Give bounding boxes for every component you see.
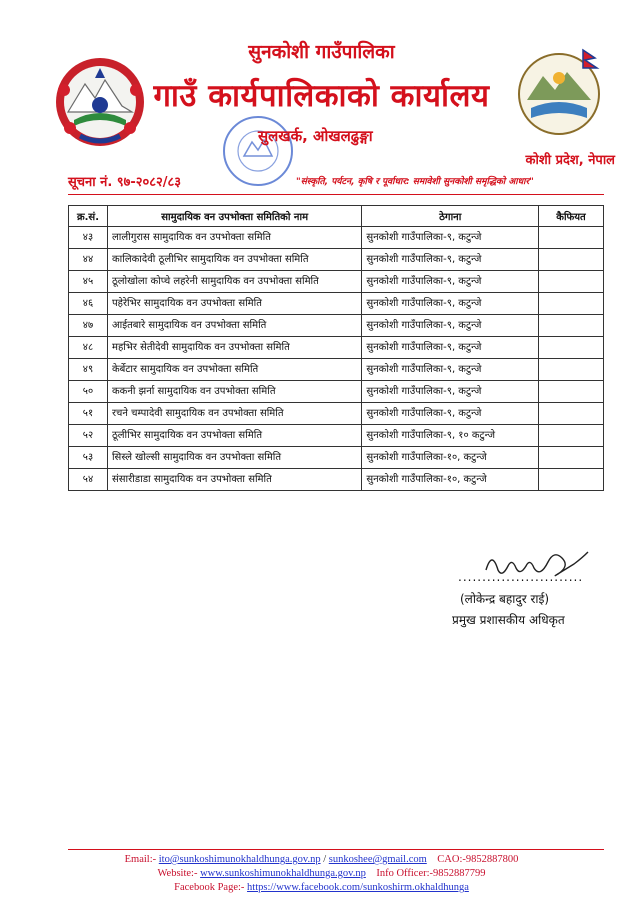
header-remarks: कैफियत [539,206,604,227]
website-link[interactable]: www.sunkoshimunokhaldhunga.gov.np [200,868,366,879]
cell-address: सुनकोशी गाउँपालिका-९, कटुन्जे [362,271,539,293]
officer-title: प्रमुख प्रशासकीय अधिकृत [452,613,565,627]
table-row [69,403,604,425]
footer-divider [68,849,604,850]
province-label: कोशी प्रदेश, नेपाल [525,153,615,168]
email-separator: / [320,854,329,865]
facebook-link[interactable]: https://www.facebook.com/sunkoshirm.okhaldhunga [247,882,469,893]
cell-committee-name: आईतबारे सामुदायिक वन उपभोक्ता समिति [107,315,361,337]
cell-remarks [539,227,604,249]
table-row [69,381,604,403]
cell-remarks [539,403,604,425]
cell-serial: ४४ [69,249,108,271]
email-label: Email:- [124,854,159,865]
cell-serial: ४८ [69,337,108,359]
table-row [69,315,604,337]
table-row [69,227,604,249]
cell-address: सुनकोशी गाउँपालिका-१०, कटुन्जे [362,447,539,469]
cell-address: सुनकोशी गाउँपालिका-१०, कटुन्जे [362,469,539,491]
cell-remarks [539,315,604,337]
table-row [69,359,604,381]
notice-number: सूचना नं. ९७-२०८२/८३ [68,175,182,190]
cell-remarks [539,337,604,359]
cell-serial: ४७ [69,315,108,337]
table-row [69,337,604,359]
email-link-1[interactable]: ito@sunkoshimunokhaldhunga.gov.np [158,854,321,865]
office-title: गाउँ कार्यपालिकाको कार्यालय [153,78,490,114]
info-officer-phone: Info Officer:-9852887799 [376,868,486,879]
cell-committee-name: ककनी झर्ना सामुदायिक वन उपभोक्ता समिति [107,381,361,403]
cell-address: सुनकोशी गाउँपालिका-९, कटुन्जे [362,403,539,425]
header-serial: क्र.सं. [69,206,108,227]
header-divider [68,194,604,195]
cell-remarks [539,447,604,469]
header-committee-name: सामुदायिक वन उपभोक्ता समितिको नाम [107,206,361,227]
cell-remarks [539,249,604,271]
office-stamp-icon [210,112,306,190]
facebook-label: Facebook Page:- [174,882,248,893]
footer-email-line [0,854,643,865]
cell-committee-name: ठूलीभिर सामुदायिक वन उपभोक्ता समिति [107,425,361,447]
municipality-name: सुनकोशी गाउँपालिका [248,41,395,63]
cell-serial: ५१ [69,403,108,425]
header-address: ठेगाना [362,206,539,227]
cell-serial: ५० [69,381,108,403]
table-row [69,249,604,271]
website-label: Website:- [157,868,201,879]
cell-serial: ४५ [69,271,108,293]
cell-serial: ४३ [69,227,108,249]
email-link-2[interactable]: sunkoshee@gmail.com [328,854,427,865]
cell-address: सुनकोशी गाउँपालिका-९, कटुन्जे [362,293,539,315]
cell-committee-name: केर्बेटार सामुदायिक वन उपभोक्ता समिति [107,359,361,381]
cell-remarks [539,425,604,447]
cell-serial: ५३ [69,447,108,469]
slogan: "संस्कृति, पर्यटन, कृषि र पूर्वाधार: समावेशी सुनकोशी समृद्धिको आधार" [296,177,534,187]
cell-committee-name: सिस्ले खोल्सी सामुदायिक वन उपभोक्ता समिति [107,447,361,469]
cell-committee-name: कालिकादेवी ठूलीभिर सामुदायिक वन उपभोक्ता समिति [107,249,361,271]
table-row [69,293,604,315]
table-header-row [69,206,604,227]
cell-remarks [539,271,604,293]
cell-remarks [539,293,604,315]
cell-serial: ५४ [69,469,108,491]
cell-address: सुनकोशी गाउँपालिका-९, कटुन्जे [362,227,539,249]
forest-committee-table [68,205,604,491]
signature-line: .......................... [458,570,584,584]
office-address: सुलखर्क, ओखलढुङ्गा [258,127,373,145]
cell-committee-name: महभिर सेतीदेवी सामुदायिक वन उपभोक्ता समिति [107,337,361,359]
cell-address: सुनकोशी गाउँपालिका-९, कटुन्जे [362,359,539,381]
cell-serial: ४६ [69,293,108,315]
cell-committee-name: ठूलोखोला कोप्चे लहरेनी सामुदायिक वन उपभोक्ता समिति [107,271,361,293]
cell-committee-name: रचने चम्पादेवी सामुदायिक वन उपभोक्ता समिति [107,403,361,425]
cell-committee-name: लालीगुरास सामुदायिक वन उपभोक्ता समिति [107,227,361,249]
cell-address: सुनकोशी गाउँपालिका-९, कटुन्जे [362,337,539,359]
cell-address: सुनकोशी गाउँपालिका-९, १० कटुन्जे [362,425,539,447]
cell-committee-name: संसारीडाडा सामुदायिक वन उपभोक्ता समिति [107,469,361,491]
cell-address: सुनकोशी गाउँपालिका-९, कटुन्जे [362,249,539,271]
table-row [69,271,604,293]
cell-remarks [539,381,604,403]
footer-facebook-line [0,882,643,893]
cell-committee-name: पहेरेभिर सामुदायिक वन उपभोक्ता समिति [107,293,361,315]
table-row [69,425,604,447]
cell-serial: ४९ [69,359,108,381]
cell-serial: ५२ [69,425,108,447]
cell-remarks [539,469,604,491]
cell-address: सुनकोशी गाउँपालिका-९, कटुन्जे [362,315,539,337]
table-row [69,469,604,491]
table-row [69,447,604,469]
cell-remarks [539,359,604,381]
cao-phone: CAO:-9852887800 [437,854,519,865]
footer-website-line [0,868,643,879]
cell-address: सुनकोशी गाउँपालिका-९, कटुन्जे [362,381,539,403]
officer-name: (लोकेन्द्र बहादुर राई) [460,592,550,606]
